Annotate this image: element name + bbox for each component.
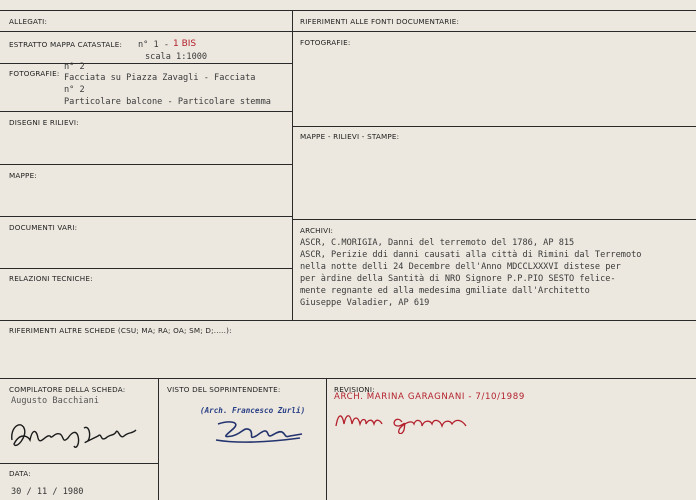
archivi-label: ARCHIVI: — [300, 226, 334, 235]
left-rule-foto — [0, 111, 292, 112]
visto-stamp: (Arch. Francesco Zurli) — [200, 406, 306, 415]
data-rule — [0, 463, 158, 464]
left-rule-documenti — [0, 268, 292, 269]
right-rule-foto — [292, 126, 696, 127]
center-divider — [292, 10, 293, 320]
top-border — [0, 10, 696, 11]
mappe-rilievi-label: MAPPE - RILIEVI - STAMPE: — [300, 132, 400, 141]
left-rule-estratto — [0, 63, 292, 64]
estratto-mappa-label: ESTRATTO MAPPA CATASTALE: — [9, 40, 123, 49]
archivi-line: mente regnante ed alla medesima gmiliate dall'Architetto — [300, 286, 590, 296]
data-label: DATA: — [9, 469, 31, 478]
right-fotografie-label: FOTOGRAFIE: — [300, 38, 351, 47]
data-value: 30 / 11 / 1980 — [11, 487, 84, 497]
allegati-label: ALLEGATI: — [9, 17, 48, 26]
fonti-documentarie-label: RIFERIMENTI ALLE FONTI DOCUMENTARIE: — [300, 17, 460, 26]
archivi-line: nella notte delli 24 Decembre dell'Anno MDCCLXXXVI distese per — [300, 262, 621, 272]
compilatore-label: COMPILATORE DELLA SCHEDA: — [9, 385, 126, 394]
altre-schede-bottom-rule — [0, 378, 696, 379]
right-rule-mappe — [292, 219, 696, 220]
left-rule-mappe — [0, 216, 292, 217]
archivi-line: Giuseppe Valadier, AP 619 — [300, 298, 430, 308]
revisioni-text: ARCH. MARINA GARAGNANI - 7/10/1989 — [334, 392, 525, 402]
foto-line-4: Particolare balcone - Particolare stemma — [64, 97, 271, 107]
altre-schede-label: RIFERIMENTI ALTRE SCHEDE (CSU; MA; RA; OA; SM; D;.....): — [9, 326, 232, 335]
archivi-line: ASCR, Perizie ddi danni causati alla città di Rimini dal Terremoto — [300, 250, 642, 260]
soprintendente-signature — [210, 416, 306, 446]
visto-label: VISTO DEL SOPRINTENDENTE: — [167, 385, 281, 394]
foto-line-3: n° 2 — [64, 85, 85, 95]
foto-line-1: n° 2 — [64, 62, 85, 72]
header-divider — [0, 31, 696, 32]
revisioni-label: REVISIONI: — [334, 385, 375, 394]
estratto-scala: scala 1:1000 — [145, 52, 208, 62]
revisioni-signature — [332, 404, 492, 434]
left-rule-disegni — [0, 164, 292, 165]
altre-schede-top-rule — [0, 320, 696, 321]
relazioni-label: RELAZIONI TECNICHE: — [9, 274, 93, 283]
foto-line-2: Facciata su Piazza Zavagli - Facciata — [64, 73, 256, 83]
compilatore-name: Augusto Bacchiani — [11, 396, 99, 406]
archivi-line: per àrdine della Santità di NRO Signore P.P.PIO SESTO felice- — [300, 274, 616, 284]
mappe-label: MAPPE: — [9, 171, 37, 180]
documenti-label: DOCUMENTI VARI: — [9, 223, 78, 232]
bottom-divider-2 — [326, 378, 327, 500]
estratto-number: n° 1 - — [138, 40, 170, 50]
archivi-line: ASCR, C.MORIGIA, Danni del terremoto del 1786, AP 815 — [300, 238, 575, 248]
disegni-label: DISEGNI E RILIEVI: — [9, 118, 79, 127]
fotografie-label: FOTOGRAFIE: — [9, 69, 60, 78]
estratto-number-red: 1 BIS — [173, 39, 197, 49]
compilatore-signature — [6, 410, 146, 456]
bottom-divider-1 — [158, 378, 159, 500]
